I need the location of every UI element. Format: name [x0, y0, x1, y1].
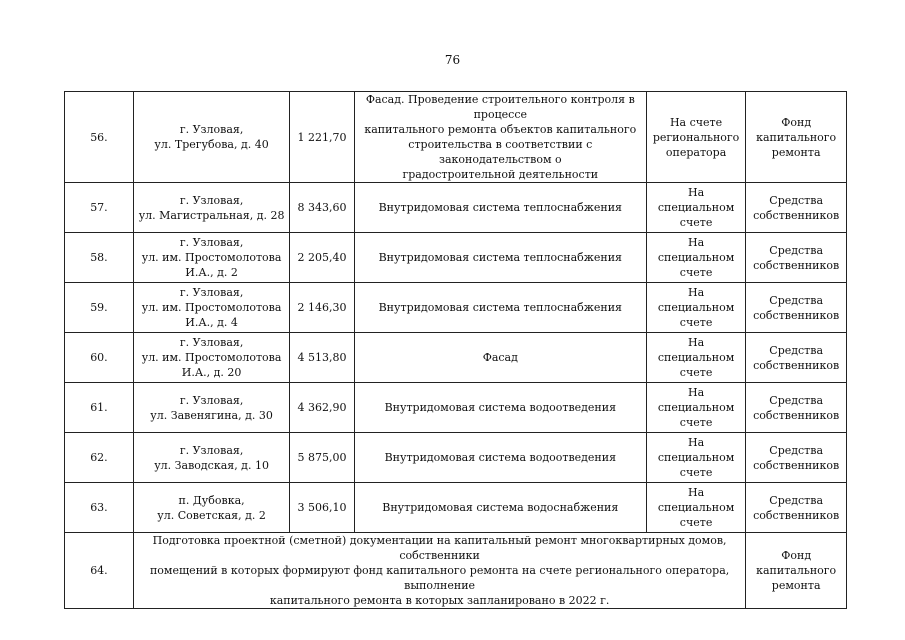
row-work-type-line: Внутридомовая система теплоснабжения [378, 251, 623, 264]
row-funding-source-line: Средства [769, 493, 824, 507]
row-funding-source-line: Фонд [781, 549, 812, 562]
row-number: 57. [65, 183, 134, 233]
table-row [65, 383, 847, 433]
row-work-type-line: Внутридомовая система водоотведения [384, 401, 617, 414]
row-number: 64. [65, 533, 134, 609]
row-account-line: счете [679, 466, 713, 479]
table-row [65, 483, 847, 533]
row-number: 61. [65, 383, 134, 433]
row-account [646, 183, 746, 233]
row-account-line: специальном [657, 301, 735, 314]
row-account [646, 483, 746, 533]
row-area: 5 875,00 [290, 433, 355, 483]
row-work-type-line: Фасад [482, 351, 518, 364]
row-address-line: г. Узловая, [179, 336, 244, 349]
row-address-line: И.А., д. 20 [181, 366, 242, 379]
row-work-type [354, 433, 646, 483]
table-row [65, 183, 847, 233]
row-account [646, 433, 746, 483]
row-account-line: специальном [657, 451, 735, 464]
row-account-line: На [687, 286, 705, 299]
row-account-line: регионального [652, 130, 740, 144]
row-funding-source [746, 183, 847, 233]
row-address [133, 283, 289, 333]
row-funding-source-line: Средства [769, 393, 824, 407]
row-account-line: На [687, 486, 705, 499]
row-address-line: ул. Советская, д. 2 [157, 508, 266, 522]
row-work-type [354, 183, 646, 233]
row-area: 2 205,40 [290, 233, 355, 283]
row-address-line: И.А., д. 4 [185, 316, 238, 329]
row-address-line: г. Узловая, [179, 286, 244, 299]
row-address-line: ул. Трегубова, д. 40 [154, 138, 269, 151]
row-account-line: счете [679, 516, 713, 529]
row-address [133, 383, 289, 433]
page-number: 76 [444, 53, 461, 67]
row-funding-source-line: собственников [753, 308, 840, 322]
row-address-line: ул. Заводская, д. 10 [154, 458, 269, 472]
row-address-line: ул. им. Простомолотова [141, 301, 282, 314]
row-account-line: На [687, 336, 705, 349]
row-number: 58. [65, 233, 134, 283]
row-funding-source-line: ремонта [771, 145, 821, 159]
row-address-line: г. Узловая, [179, 123, 244, 136]
row-account-line: счете [679, 266, 713, 279]
row-address [133, 183, 289, 233]
row-area: 3 506,10 [290, 483, 355, 533]
row-address-line: ул. им. Простомолотова [141, 251, 282, 264]
row-work-type-line: Внутридомовая система теплоснабжения [378, 201, 623, 214]
table-row [65, 92, 847, 183]
row-funding-source [746, 233, 847, 283]
repair-program-table [64, 91, 847, 609]
row-address [133, 433, 289, 483]
row-account-line: счете [679, 416, 713, 429]
row-number: 63. [65, 483, 134, 533]
row-account [646, 92, 746, 183]
row-funding-source-line: Средства [769, 243, 824, 257]
row-summary-text [133, 533, 745, 609]
row-funding-source-line: собственников [753, 508, 840, 522]
row-address [133, 92, 289, 183]
row-account [646, 383, 746, 433]
row-area: 2 146,30 [290, 283, 355, 333]
row-work-type [354, 483, 646, 533]
row-work-type-line: капитального ремонта объектов капитального [364, 123, 637, 136]
row-funding-source-line: ремонта [771, 579, 821, 592]
row-funding-source-line: Средства [769, 443, 824, 457]
row-address [133, 333, 289, 383]
row-summary-text-line: капитального ремонта в которых запланировано в 2022 г. [269, 594, 610, 607]
row-account-line: На [687, 236, 705, 249]
row-account-line: На [687, 436, 705, 449]
row-address-line: г. Узловая, [179, 443, 244, 457]
row-address-line: И.А., д. 2 [185, 266, 238, 279]
table-row [65, 333, 847, 383]
row-funding-source-line: собственников [753, 408, 840, 422]
row-area: 8 343,60 [290, 183, 355, 233]
row-account-line: специальном [657, 501, 735, 514]
row-summary-text-line: помещений в которых формируют фонд капитального ремонта на счете регионального оператора, выполнение [149, 564, 730, 592]
row-address-line: г. Узловая, [179, 236, 244, 249]
row-account-line: На [687, 186, 705, 199]
row-address-line: г. Узловая, [179, 193, 244, 207]
row-funding-source-line: собственников [753, 458, 840, 472]
row-funding-source-line: собственников [753, 358, 840, 372]
row-funding-source [746, 533, 847, 609]
row-account-line: специальном [657, 351, 735, 364]
row-address-line: г. Узловая, [179, 393, 244, 407]
row-area: 4 513,80 [290, 333, 355, 383]
row-work-type-line: градостроительной деятельности [402, 168, 599, 181]
row-funding-source [746, 333, 847, 383]
row-funding-source-line: капитального [756, 564, 837, 577]
table-row [65, 433, 847, 483]
row-funding-source-line: собственников [753, 208, 840, 222]
row-account-line: специальном [657, 251, 735, 264]
row-account-line: специальном [657, 201, 735, 214]
row-account-line: счете [679, 316, 713, 329]
row-funding-source [746, 433, 847, 483]
row-funding-source [746, 92, 847, 183]
row-funding-source-line: капитального [756, 130, 837, 144]
row-number: 60. [65, 333, 134, 383]
row-account-line: счете [679, 216, 713, 229]
row-account-line: счете [679, 366, 713, 379]
row-work-type [354, 283, 646, 333]
row-account-line: оператора [665, 145, 727, 159]
row-work-type [354, 333, 646, 383]
row-account-line: На [687, 386, 705, 399]
row-work-type [354, 383, 646, 433]
table-row-summary [65, 533, 847, 609]
row-funding-source [746, 483, 847, 533]
row-address-line: ул. Завенягина, д. 30 [150, 408, 273, 422]
row-funding-source-line: Фонд [781, 115, 812, 129]
row-work-type [354, 233, 646, 283]
row-address [133, 483, 289, 533]
row-work-type-line: строительства в соответствии с законодательством о [408, 138, 593, 166]
row-account [646, 333, 746, 383]
row-number: 59. [65, 283, 134, 333]
row-address-line: ул. Магистральная, д. 28 [138, 208, 285, 222]
row-funding-source [746, 283, 847, 333]
row-work-type-line: Внутридомовая система водоотведения [384, 451, 617, 464]
row-funding-source-line: Средства [769, 293, 824, 307]
row-funding-source-line: Средства [769, 193, 824, 207]
row-funding-source-line: собственников [753, 258, 840, 272]
row-area: 1 221,70 [290, 92, 355, 183]
row-account-line: специальном [657, 401, 735, 414]
row-area: 4 362,90 [290, 383, 355, 433]
row-account [646, 283, 746, 333]
row-address-line: ул. им. Простомолотова [141, 351, 282, 364]
row-summary-text-line: Подготовка проектной (сметной) документации на капитальный ремонт многоквартирных домов, собственники [152, 534, 727, 562]
row-funding-source [746, 383, 847, 433]
table-row [65, 283, 847, 333]
row-account [646, 233, 746, 283]
row-account-line: На счете [669, 115, 723, 129]
row-number: 56. [65, 92, 134, 183]
table-row [65, 233, 847, 283]
row-work-type [354, 92, 646, 183]
row-work-type-line: Внутридомовая система теплоснабжения [378, 301, 623, 314]
row-funding-source-line: Средства [769, 343, 824, 357]
row-address [133, 233, 289, 283]
row-work-type-line: Фасад. Проведение строительного контроля в процессе [365, 93, 635, 121]
table-body [65, 92, 847, 609]
row-address-line: п. Дубовка, [178, 493, 245, 507]
row-number: 62. [65, 433, 134, 483]
row-work-type-line: Внутридомовая система водоснабжения [382, 501, 619, 514]
